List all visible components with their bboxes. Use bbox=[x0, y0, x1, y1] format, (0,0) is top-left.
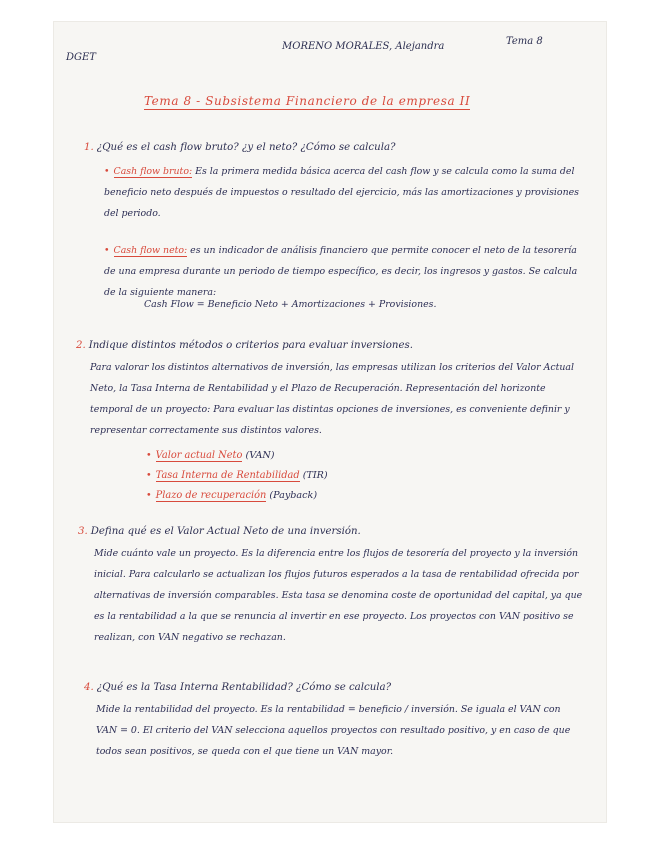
page-title: Tema 8 - Subsistema Financiero de la empresa II bbox=[144, 94, 471, 108]
question-3-number: 3. bbox=[78, 526, 88, 537]
bullet-icon: • bbox=[146, 490, 152, 501]
criteria-item-van bbox=[146, 446, 328, 466]
bullet-icon: • bbox=[104, 166, 110, 177]
question-1-number: 1. bbox=[84, 142, 94, 153]
header-left: DGET bbox=[66, 52, 96, 63]
bullet-icon: • bbox=[146, 450, 152, 461]
criteria-list bbox=[146, 446, 328, 506]
criteria-abbr: (Payback) bbox=[269, 490, 318, 501]
term-cash-flow-bruto: Cash flow bruto: bbox=[113, 166, 193, 177]
criteria-term: Plazo de recuperación bbox=[155, 490, 267, 501]
header-right-topic: Tema 8 bbox=[506, 36, 543, 47]
question-3-text: Defina qué es el Valor Actual Neto de una inversión. bbox=[90, 526, 361, 537]
criteria-item-payback bbox=[146, 486, 328, 506]
criteria-item-tir bbox=[146, 466, 328, 486]
cash-flow-formula: Cash Flow = Beneficio Neto + Amortizaciones + Provisiones. bbox=[144, 299, 437, 310]
question-4 bbox=[84, 682, 391, 693]
question-1-bullet-2-text: es un indicador de análisis financiero que permite conocer el neto de la tesorería de una empresa durante un periodo de tiempo específico, es decir, los ingresos y gastos. Se calcula de la siguiente manera: bbox=[104, 245, 578, 298]
question-2-text: Indique distintos métodos o criterios para evaluar inversiones. bbox=[88, 340, 413, 351]
question-1-bullet-1-text: Es la primera medida básica acerca del cash flow y se calcula como la suma del beneficio neto después de impuestos o resultado del ejercicio, más las amortizaciones y provisiones del periodo. bbox=[104, 166, 579, 219]
question-4-text: ¿Qué es la Tasa Interna Rentabilidad? ¿Cómo se calcula? bbox=[96, 682, 392, 693]
criteria-abbr: (TIR) bbox=[302, 470, 328, 481]
question-3 bbox=[78, 526, 361, 537]
criteria-term: Valor actual Neto bbox=[155, 450, 243, 461]
question-2-number: 2. bbox=[76, 340, 86, 351]
header-center-name: MORENO MORALES, Alejandra bbox=[282, 41, 445, 52]
criteria-abbr: (VAN) bbox=[245, 450, 275, 461]
term-cash-flow-neto: Cash flow neto: bbox=[113, 245, 188, 256]
question-1-text: ¿Qué es el cash flow bruto? ¿y el neto? ¿Cómo se calcula? bbox=[96, 142, 396, 153]
question-1-bullet-1 bbox=[104, 161, 582, 224]
bullet-icon: • bbox=[146, 470, 152, 481]
notebook-page bbox=[54, 22, 606, 822]
question-1 bbox=[84, 142, 396, 153]
criteria-term: Tasa Interna de Rentabilidad bbox=[155, 470, 300, 481]
question-4-number: 4. bbox=[84, 682, 94, 693]
bullet-icon: • bbox=[104, 245, 110, 256]
question-3-answer: Mide cuánto vale un proyecto. Es la diferencia entre los flujos de tesorería del proyecto y la inversión inicial. Para calcularlo se actualizan los flujos futuros esperados a la tasa de rentabilidad ofrecida por alternativas de inversión comparables. Esta tasa se denomina coste de oportunidad del capital, ya que es la rentabilidad a la que se renuncia al invertir en ese proyecto. Los proyectos con VAN positivo se realizan, con VAN negativo se rechazan. bbox=[94, 548, 583, 643]
question-4-answer: Mide la rentabilidad del proyecto. Es la rentabilidad = beneficio / inversión. Se iguala el VAN con VAN = 0. El criterio del VAN selecciona aquellos proyectos con resultado positivo, y en caso de que todos sean positivos, se queda con el que tiene un VAN mayor. bbox=[96, 704, 571, 757]
question-2 bbox=[76, 340, 413, 351]
question-2-answer: Para valorar los distintos alternativos de inversión, las empresas utilizan los criterios del Valor Actual Neto, la Tasa Interna de Rentabilidad y el Plazo de Recuperación. Representación del horizonte temporal de un proyecto: Para evaluar las distintas opciones de inversiones, es conveniente definir y representar correctamente sus distintos valores. bbox=[90, 362, 575, 436]
